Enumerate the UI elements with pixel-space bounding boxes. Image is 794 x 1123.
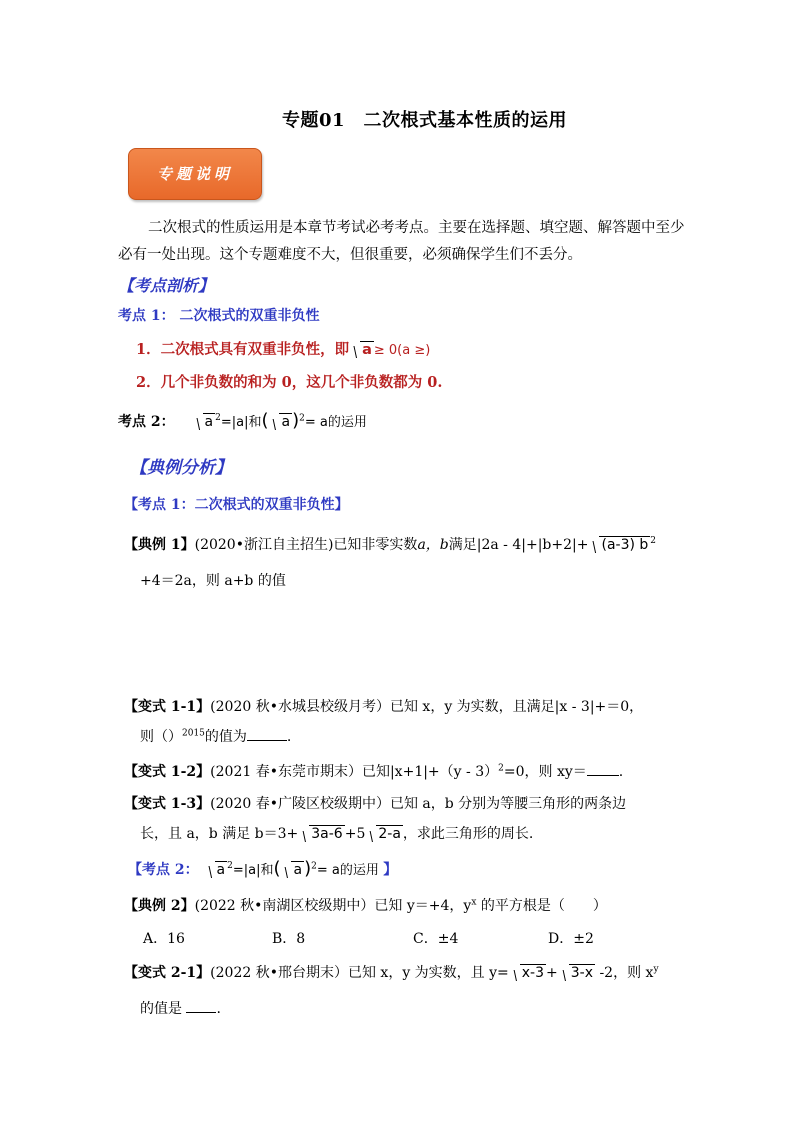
example-tag: 【典例 1】 — [124, 537, 195, 553]
variant-text: 则（） — [140, 729, 182, 745]
variant-tag: 【变式 2-1】 — [124, 965, 211, 981]
variant-text: 的值是 — [140, 1001, 182, 1017]
variant-2-1-line2: 的值是 . — [140, 1001, 221, 1017]
kp1-title: 二次根式的双重非负性 — [179, 308, 320, 324]
sqrt-symbol — [270, 414, 292, 430]
answer-blank[interactable] — [186, 1012, 216, 1013]
kp1-label: 考点 1： — [118, 308, 175, 324]
bracket-kp2 — [128, 858, 397, 879]
variant-1-3-line2 — [140, 823, 533, 843]
variant-text: + — [546, 965, 558, 981]
sqrt-symbol — [367, 826, 403, 842]
answer-blank[interactable] — [247, 740, 287, 741]
example-cond: 满足|2a - 4|+|b+2|+ — [448, 537, 589, 553]
example-1-line2: +4＝2a，则 a+b 的值 — [140, 573, 286, 589]
option-c[interactable]: C．±4 — [413, 931, 459, 947]
kp2-label: 考点 2： — [118, 414, 175, 430]
radicand: a — [293, 862, 303, 878]
bracket-kp1: 【考点 1：二次根式的双重非负性】 — [124, 497, 349, 513]
example-2 — [124, 895, 607, 915]
badge-label: 专题说明 — [156, 165, 233, 183]
example-text: (2022 秋•南湖区校级期中）已知 y＝+4，y — [194, 898, 472, 914]
option-b[interactable]: B．8 — [272, 931, 306, 947]
radicand: 3-x — [570, 965, 593, 981]
intro-paragraph: 二次根式的性质运用是本章节考试必考考点。主要在选择题、填空题、解答题中至少必有一处出现。这个专题难度不大，但很重要，必须确保学生们不丢分。 — [118, 220, 685, 263]
sqrt-symbol: (a-3) b $^2$ — [590, 536, 656, 553]
exponent: 2 — [498, 763, 504, 774]
formula-part: =|a|和 — [220, 415, 262, 430]
variant-text: =0，则 xy＝ — [503, 764, 587, 780]
kp2-formula: a $^2$=|a|和( a )$^2$= a的运用 — [204, 862, 384, 878]
exponent: x — [471, 897, 477, 908]
formula-part: = a的运用 — [304, 415, 367, 430]
sqrt-symbol: a $^2$ — [206, 861, 233, 878]
answer-blank[interactable] — [587, 775, 619, 776]
example-1 — [124, 534, 656, 554]
radicand: a — [281, 414, 291, 430]
example-tag: 【典例 2】 — [124, 898, 195, 914]
sqrt-symbol: a $^2$ — [194, 413, 221, 430]
variant-text: 的值为 — [204, 729, 247, 745]
sqrt-symbol — [351, 341, 374, 358]
sqrt-symbol — [282, 862, 304, 878]
kp2-heading — [118, 410, 367, 431]
kp1-rule2: 2．几个非负数的和为 0，这几个非负数都为 0. — [136, 374, 443, 391]
variant-text: ，求此三角形的周长. — [402, 826, 534, 842]
section-dianli: 【典例分析】 — [130, 458, 232, 478]
variant-text: (2020 春•广陵区校级期中）已知 a，b 分别为等腰三角形的两条边 — [210, 796, 627, 812]
page-title: 专题01 二次根式基本性质的运用 — [282, 110, 568, 131]
variant-1-1-line2: 则（）$^{2015}$的值为 . — [140, 728, 292, 745]
example-vars: a，b — [417, 537, 449, 553]
kp1-rule1 — [136, 338, 430, 359]
radicand: x-3 — [521, 965, 545, 981]
exponent: y — [653, 964, 659, 975]
sqrt-symbol — [511, 965, 546, 981]
example-source: (2020•浙江自主招生)已知非零实数 — [194, 537, 418, 553]
kp2-formula: a $^2$=|a|和( a )$^2$= a的运用 — [192, 414, 367, 430]
exponent: 2015 — [182, 728, 205, 739]
sqrt-symbol — [300, 826, 344, 842]
variant-text: (2021 春•东莞市期末）已知|x+1|+（y - 3） — [210, 764, 499, 780]
variant-tag: 【变式 1-1】 — [124, 699, 211, 715]
variant-text: -2，则 x — [595, 965, 654, 981]
radicand: 3a-6 — [311, 826, 343, 842]
variant-tag: 【变式 1-3】 — [124, 796, 211, 812]
radicand: a — [216, 862, 226, 878]
section-kaodian: 【考点剖析】 — [118, 276, 215, 295]
variant-1-3 — [124, 793, 626, 813]
formula-part: = a的运用 — [316, 863, 379, 878]
sqrt-symbol — [560, 965, 595, 981]
rule1-formula: ≥ 0(a ≥) — [373, 343, 431, 358]
variant-text: 长，且 a，b 满足 b＝3+ — [140, 826, 299, 842]
variant-1-1 — [124, 696, 643, 716]
topic-badge — [128, 148, 262, 200]
variant-text: (2020 秋•水城县校级月考）已知 x，y 为实数，且满足|x - 3|+＝0， — [210, 699, 644, 715]
radicand: a — [362, 342, 372, 358]
rule1-text: 1．二次根式具有双重非负性，即 — [136, 341, 350, 358]
bracket-label: 【考点 2： — [128, 862, 199, 878]
variant-1-2: 【变式 1-2】(2021 春•东莞市期末）已知|x+1|+（y - 3）$^2$=0，则 xy＝ . — [124, 763, 624, 780]
variant-text: +5 — [344, 826, 366, 842]
example-text: 的平方根是（ ） — [476, 898, 607, 914]
variant-tag: 【变式 1-2】 — [124, 764, 211, 780]
radicand: 2-a — [378, 826, 401, 842]
radicand: (a-3) b — [601, 537, 649, 553]
kp1-heading — [118, 305, 320, 325]
radicand: a — [204, 414, 214, 430]
option-d[interactable]: D．±2 — [548, 931, 594, 947]
variant-2-1 — [124, 962, 659, 982]
variant-text: (2022 秋•邢台期末）已知 x，y 为实数，且 y= — [210, 965, 509, 981]
bracket-label: 】 — [383, 862, 398, 878]
option-a[interactable]: A．16 — [143, 931, 185, 947]
formula-part: =|a|和 — [232, 863, 274, 878]
